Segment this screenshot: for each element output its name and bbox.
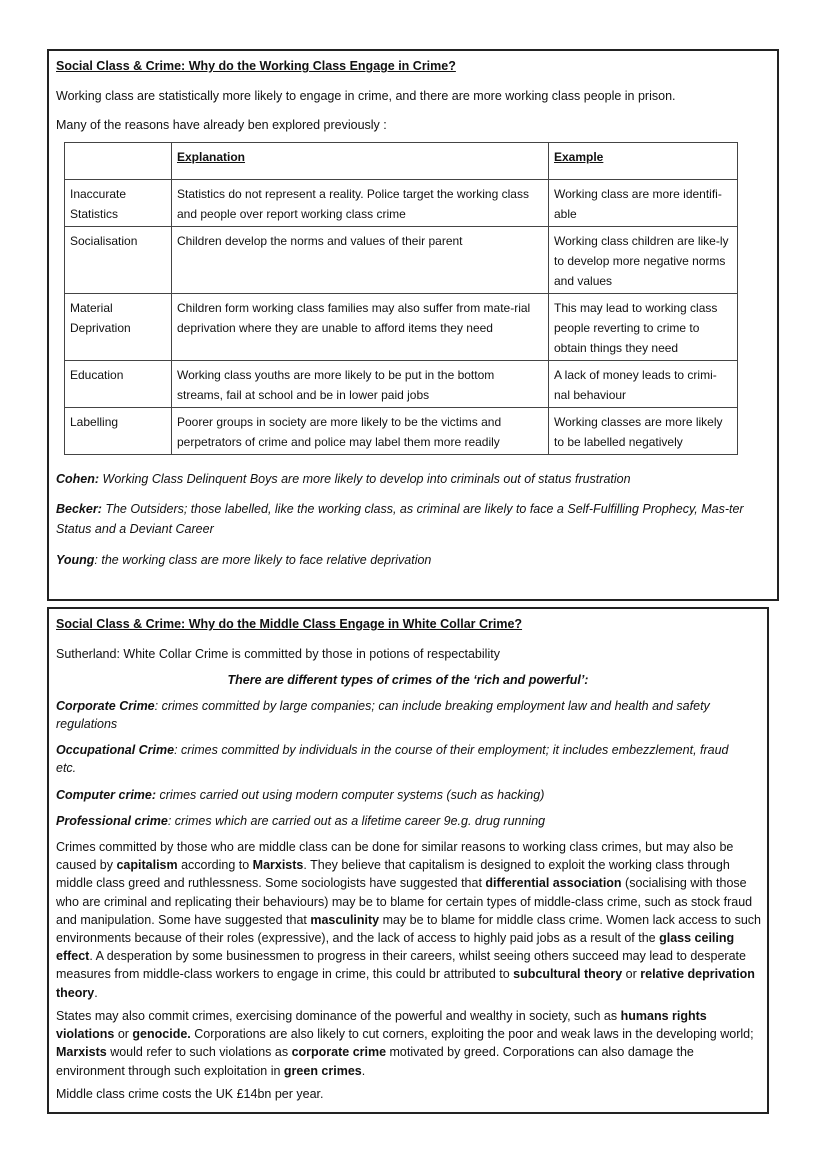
- example-cell: Working class children are like-ly to develop more negative norms and values: [549, 227, 738, 294]
- type-computer-crime: [56, 786, 756, 804]
- quote-text: Working Class Delinquent Boys are more likely to develop into criminals out of status frustration: [99, 472, 631, 486]
- type-name: Occupational Crime: [56, 743, 175, 757]
- explanation-cell: Poorer groups in society are more likely to be the victims and perpetrators of crime and police may label them more readily: [172, 408, 549, 455]
- section1-intro: Working class are statistically more likely to engage in crime, and there are more working class people in prison.: [56, 89, 676, 103]
- key-term: genocide.: [132, 1027, 191, 1042]
- para-text: or: [114, 1027, 133, 1042]
- quote-young: [56, 550, 766, 570]
- para-text: .: [94, 985, 98, 1000]
- table-header-row: [65, 143, 738, 180]
- table-header-cell: Explanation: [172, 143, 549, 180]
- quote-becker: [56, 499, 770, 539]
- reasons-table: [64, 142, 738, 455]
- quote-text: The Outsiders; those labelled, like the working class, as criminal are likely to face a Self-Fulfilling Prophecy, Mas-ter Status and a Deviant Career: [56, 502, 744, 536]
- para-text: Corporations are also likely to cut corners, exploiting the poor and weak laws in the developing world;: [190, 1027, 754, 1042]
- para-text: according to: [177, 858, 253, 873]
- para-text: Crimes committed by those who are middle class can be done for similar reasons to working class crimes, but may also be caused by: [56, 840, 734, 873]
- type-name: Corporate Crime: [56, 699, 155, 713]
- para-text: .: [361, 1063, 366, 1078]
- section2-title: Social Class & Crime: Why do the Middle Class Engage in White Collar Crime?: [56, 617, 523, 631]
- key-term: humans rights violations: [56, 1009, 707, 1042]
- type-text: : crimes committed by individuals in the course of their employment; it includes embezzlement, fraud etc.: [56, 743, 729, 775]
- example-cell: Working class are more identifi-able: [549, 180, 738, 227]
- para-text: . They believe that capitalism is designed to exploit the working class through middle class greed and ruthlessness. Some sociologists have suggested that: [56, 858, 730, 891]
- reason-cell: Labelling: [65, 408, 172, 455]
- para-text: or: [622, 967, 641, 982]
- explanation-cell: Children form working class families may also suffer from mate-rial deprivation where they are unable to afford items they need: [172, 294, 549, 361]
- explanation-cell: Children develop the norms and values of their parent: [172, 227, 549, 294]
- table-header-cell: [65, 143, 172, 180]
- key-term: relative deprivation theory: [56, 967, 755, 1000]
- key-term: differential association: [485, 876, 622, 891]
- key-term: capitalism: [116, 858, 178, 873]
- sutherland-line: Sutherland: White Collar Crime is committed by those in potions of respectability: [56, 647, 500, 661]
- type-corporate-crime: [56, 697, 756, 733]
- quote-author: Becker:: [56, 502, 102, 516]
- key-term: subcultural theory: [513, 967, 623, 982]
- quote-author: Young: [56, 553, 95, 567]
- para-text: may be to blame for middle class crime. Women lack access to such environments because of their roles (expressive), and the lack of access to highly paid jobs as a result of the: [56, 912, 761, 946]
- types-subheading: There are different types of crimes of the ‘rich and powerful’:: [227, 673, 589, 687]
- type-text: : crimes committed by large companies; can include breaking employment law and health and safety regulations: [56, 699, 710, 731]
- key-term: glass ceiling effect: [56, 931, 735, 964]
- table-row: [65, 180, 738, 227]
- section1-title: Social Class & Crime: Why do the Working Class Engage in Crime?: [56, 59, 456, 73]
- type-text: crimes carried out using modern computer systems (such as hacking): [156, 788, 545, 802]
- reason-cell: Material Deprivation: [65, 294, 172, 361]
- type-professional-crime: [56, 812, 756, 830]
- key-term: Marxists: [252, 858, 304, 873]
- type-name: Computer crime:: [56, 788, 157, 802]
- table-header-cell: Example: [549, 143, 738, 180]
- reason-cell: Socialisation: [65, 227, 172, 294]
- closing-line: Middle class crime costs the UK £14bn per year.: [56, 1087, 324, 1101]
- table-row: [65, 227, 738, 294]
- section1-lead: Many of the reasons have already ben explored previously :: [56, 118, 387, 132]
- working-class-crime-section: [47, 49, 779, 601]
- table-row: [65, 408, 738, 455]
- example-cell: A lack of money leads to crimi-nal behaviour: [549, 361, 738, 408]
- key-term: masculinity: [310, 912, 380, 927]
- para-text: (socialising with those who are criminal and replicating their behaviours) may be to blame for certain types of middle-class crime, such as stock fraud and manipulation. Some have suggested that: [56, 876, 753, 927]
- table-row: [65, 294, 738, 361]
- para-text: would refer to such violations as: [106, 1045, 292, 1060]
- middle-class-paragraph: [56, 838, 761, 1002]
- para-text: States may also commit crimes, exercising dominance of the powerful and wealthy in society, such as: [56, 1009, 621, 1023]
- key-term: Marxists: [56, 1045, 107, 1060]
- para-text: . A desperation by some businessmen to progress in their careers, whilst seeing others succeed may lead to desperate measures from middle-class workers to engage in crime, this could br attributed to: [56, 949, 746, 982]
- table-row: [65, 361, 738, 408]
- explanation-cell: Statistics do not represent a reality. Police target the working class and people over report working class crime: [172, 180, 549, 227]
- reason-cell: Education: [65, 361, 172, 408]
- explanation-cell: Working class youths are more likely to be put in the bottom streams, fail at school and be in lower paid jobs: [172, 361, 549, 408]
- key-term: corporate crime: [291, 1045, 387, 1060]
- reason-cell: Inaccurate Statistics: [65, 180, 172, 227]
- quote-text: : the working class are more likely to face relative deprivation: [94, 553, 432, 567]
- type-text: : crimes which are carried out as a lifetime career 9e.g. drug running: [167, 814, 546, 828]
- para-text: motivated by greed. Corporations can also damage the environment through such exploitation in: [56, 1045, 694, 1078]
- type-occupational-crime: [56, 741, 746, 777]
- quote-author: Cohen:: [56, 472, 100, 486]
- example-cell: Working classes are more likely to be labelled negatively: [549, 408, 738, 455]
- type-name: Professional crime: [56, 814, 168, 828]
- example-cell: This may lead to working class people reverting to crime to obtain things they need: [549, 294, 738, 361]
- quote-cohen: [56, 469, 766, 489]
- middle-class-crime-section: [47, 607, 769, 1114]
- state-crime-paragraph: [56, 1007, 761, 1080]
- key-term: green crimes: [283, 1063, 362, 1078]
